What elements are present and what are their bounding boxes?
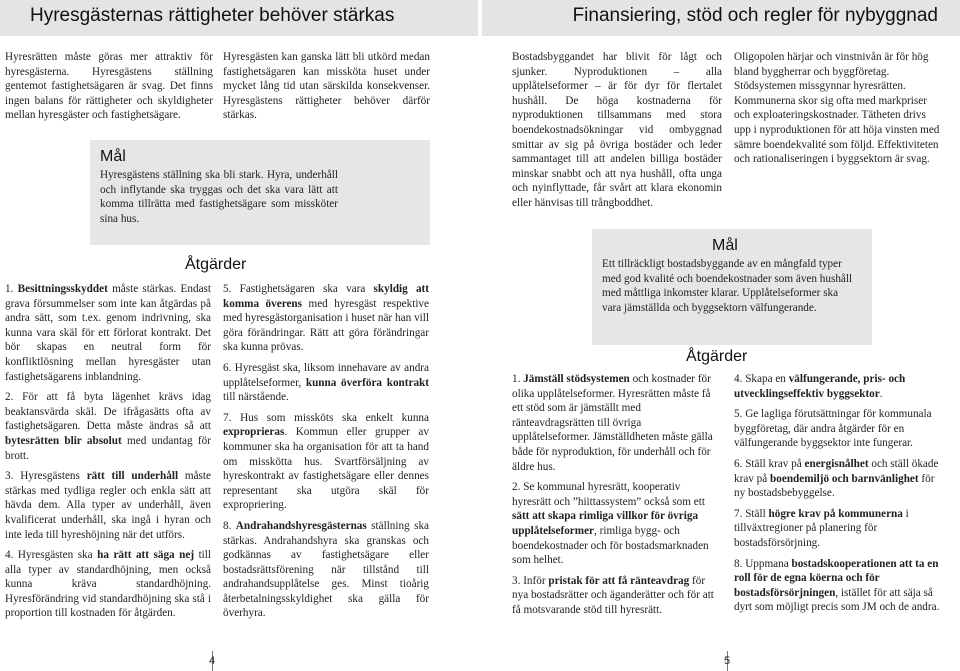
left-page-number: 4 xyxy=(209,655,216,667)
right-action-8: 8. Uppmana bostadskooperationen att ta en roll för de egna köerna och för bostadsförsörjningen, istället för att säja så dyrt som möjligt precis som JM och de andra. xyxy=(734,557,940,614)
right-action-1: 1. Jämställ stödsystemen och kostnader för olika upplåtelseformer. Hyresrätten måste få ett stöd som är jämställt med ränteavdragsrätten till övriga upplåtelseformer. Jämställdheten måste gälla både för nyproduktion, för underhåll och för äldre hus. xyxy=(512,373,713,473)
left-intro-text-1: Hyresrätten måste göras mer attraktiv för hyresgästerna. Hyresgästens ställning gentemot fastighetsägaren är svag. Det finns ingen balans för rättigheter och skyldigheter mellan hyresgäster och fastighetsägare. xyxy=(5,51,213,122)
right-header-bar xyxy=(482,0,960,36)
left-action-2: 2. För att få byta lägenhet krävs idag beaktansvärda skäl. De ifrågasätts ofta av fastighetsägaren. Detta måste ändras så att bytesrätten blir absolut med undantag för brott. xyxy=(5,391,211,462)
right-intro-text-2: Oligopolen härjar och vinstnivån är för hög bland byggherrar och byggföretag. Stödsystemen missgynnar hyresrätten. Kommunerna skor sig ofta med markpriser och exploateringskostnader. Tätheten drivs upp i nyproduktionen för att höja vinsten med sämre boendekvalité som följd. Effektiviteten och rationaliseringen i byggsektorn är svag. xyxy=(734,51,940,166)
right-actions-col2 xyxy=(734,372,940,621)
right-intro-col1 xyxy=(512,50,722,211)
right-intro-text-1: Bostadsbyggandet har blivit för lågt och sjunker. Nyproduktionen – alla upplåtelseformer – är för dyr för flertalet hushåll. De höga kostnaderna för nyproduktionen tillsammans med stora boendekostnadsökningar vid ombyggnad smittar av sig på övriga bostäder och leder sammantaget till att andelen billiga bostäder minskar snabbt och att nya hushåll, ofta unga och nyinflyttade, får svårt att klara ekonomin eller hänvisas till trångboddhet. xyxy=(512,51,722,209)
left-page-title: Hyresgästernas rättigheter behöver stärkas xyxy=(30,5,395,26)
left-actions-col2 xyxy=(223,282,429,627)
left-intro-col2 xyxy=(223,50,430,123)
right-action-7: 7. Ställ högre krav på kommunerna i tillväxtregioner på planering för bostadsförsörjning. xyxy=(734,507,909,549)
right-intro-col2 xyxy=(734,50,941,167)
right-goal-box xyxy=(592,229,872,345)
right-page-number: 5 xyxy=(724,655,731,667)
left-actions-heading: Åtgärder xyxy=(185,256,247,273)
left-goal-text: Hyresgästens ställning ska bli stark. Hyra, underhåll och inflytande ska tryggas och det ska vara lätt att komma tillrätta med fastighetsägare som missköter sina hus. xyxy=(100,169,338,225)
left-action-1: 1. Besittningsskyddet måste stärkas. Endast grava försummelser som inte kan åtgärdas på andra sätt, som t.ex. genom indrivning, ska kunna vara skäl för ett förlorat kontrakt. Det bör skapas en neutral form för konfliktlösning mellan hyresgäster utan fastighetsägarens inblandning. xyxy=(5,283,211,383)
right-goal-text: Ett tillräckligt bostadsbyggande av en mångfald typer med god kvalité och boendekostnader som även hushåll med måttliga inkomster klarar. Upplåtelseformer ska vara jämställda och byggsektorn välfungerande. xyxy=(602,258,853,314)
left-action-8: 8. Andrahandshyresgästernas ställning ska stärkas. Andrahandshyra ska granskas och godkännas av fastighetsägare eller bostadsrättsförening när tillstånd till andrahandsupplåtelse ges. Minst tioårig återbetalningsskyldighet ska gälla för överhyra. xyxy=(223,519,430,620)
right-action-3: 3. Inför pristak för att få ränteavdrag för nya bostadsrätter och äganderätter och för att få motsvarande stöd till hyresrätt. xyxy=(512,574,714,616)
right-action-4: 4. Skapa en välfungerande, pris- och utvecklingseffektiv byggsektor. xyxy=(734,373,906,400)
right-actions-col1 xyxy=(512,372,720,624)
left-header-bar xyxy=(0,0,478,36)
left-actions-col1 xyxy=(5,282,211,627)
right-goal-heading: Mål xyxy=(712,237,738,254)
page-gutter xyxy=(478,36,482,671)
left-action-7: 7. Hus som missköts ska enkelt kunna exproprieras. Kommun eller grupper av kommuner ska ha organisation för att ta hand om misskötta hus. Svartförsäljning av hyreskontrakt av fastighetsägare eller dennes representant ska utgöra skäl för expropriering. xyxy=(223,411,429,512)
left-intro-text-2: Hyresgästen kan ganska lätt bli utkörd medan fastighetsägaren kan missköta huset under mycket lång tid utan särskilda konsekvenser. Hyresgästens rättigheter behöver därför stärkas. xyxy=(223,51,430,122)
left-goal-heading: Mål xyxy=(100,148,126,165)
left-action-3: 3. Hyresgästens rätt till underhåll måste stärkas med tydliga regler och enkla sätt att hävda dem. Alla typer av underhåll, även kvalificerat underhåll, ska ingå i hyran och inte leda till hyreshöjning när det utförs. xyxy=(5,470,211,541)
right-page-title: Finansiering, stöd och regler för nybyggnad xyxy=(572,5,938,26)
right-actions-heading: Åtgärder xyxy=(686,348,748,365)
left-intro-col1 xyxy=(5,50,213,123)
left-action-5: 5. Fastighetsägaren ska vara skyldig att komma överens med hyresgäst respektive med hyresgästorganisation i huset när han vill göra förändringar. Rätt att göra förändringar ska kunna prövas. xyxy=(223,283,429,354)
left-action-6: 6. Hyresgäst ska, liksom innehavare av andra upplåtelseformer, kunna överföra kontrakt till närstående. xyxy=(223,361,429,404)
right-action-2: 2. Se kommunal hyresrätt, kooperativ hyresrätt och ”hiittassystem” också som ett sätt att skapa rimliga villkor för övriga upplåtelseformer, rimliga bygg- och boendekostnader och för bostadsmarknaden som helhet. xyxy=(512,481,709,567)
right-action-6: 6. Ställ krav på energisnålhet och ställ ökade krav på boendemiljö och barnvänlighet för ny bostadsbebyggelse. xyxy=(734,457,939,500)
right-action-5: 5. Ge lagliga förutsättningar för kommunala byggföretag, där andra åtgärder för en välfungerande byggsektor inte fungerar. xyxy=(734,408,932,450)
left-goal-box xyxy=(90,140,430,245)
left-action-4: 4. Hyresgästen ska ha rätt att säga nej till alla typer av standardhöjning, men också kunna kräva standardhöjning. Hyresförändring vid standardhöjning ska stå i proportion till kostnaden för åtgärden. xyxy=(5,549,211,620)
